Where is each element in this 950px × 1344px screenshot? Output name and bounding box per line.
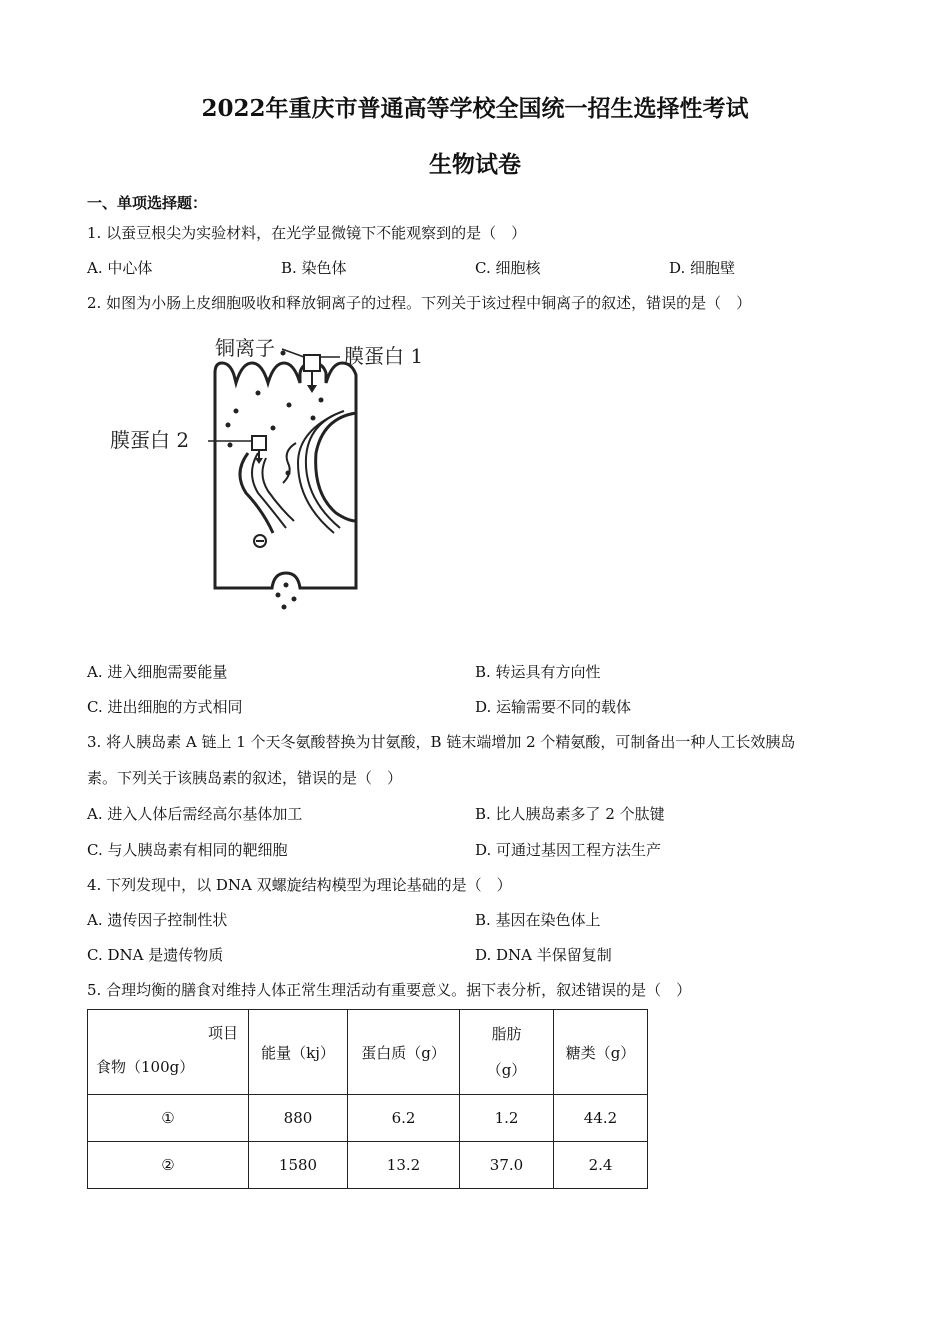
cell-diagram bbox=[108, 333, 448, 618]
q2-option-a: A. 进入细胞需要能量 bbox=[87, 663, 228, 681]
membrane-protein-1-shape bbox=[304, 355, 320, 371]
q2-option-b: B. 转运具有方向性 bbox=[475, 663, 601, 681]
q3-option-a: A. 进入人体后需经高尔基体加工 bbox=[87, 805, 303, 823]
exam-title: 2022年重庆市普通高等学校全国统一招生选择性考试 bbox=[201, 95, 749, 122]
golgi-apparatus bbox=[240, 453, 273, 533]
cell-protein: 6.2 bbox=[348, 1095, 460, 1142]
question-2-stem: 2. 如图为小肠上皮细胞吸收和释放铜离子的过程。下列关于该过程中铜离子的叙述，错误的是（ ） bbox=[87, 294, 752, 312]
cell-sugar: 2.4 bbox=[554, 1142, 648, 1189]
q2-option-c: C. 进出细胞的方式相同 bbox=[87, 698, 243, 716]
cell-food: ① bbox=[88, 1095, 249, 1142]
membrane-protein-2-shape bbox=[252, 436, 266, 450]
table-row bbox=[88, 1095, 648, 1142]
cell-energy: 880 bbox=[249, 1095, 348, 1142]
cell-fat: 1.2 bbox=[460, 1095, 554, 1142]
corner-label-items: 项目 bbox=[207, 1024, 238, 1042]
q4-option-a: A. 遗传因子控制性状 bbox=[87, 911, 228, 929]
q4-option-b: B. 基因在染色体上 bbox=[475, 911, 601, 929]
label-membrane-protein-1: 膜蛋白 1 bbox=[344, 344, 424, 368]
label-copper-ion: 铜离子 bbox=[215, 336, 275, 360]
table-corner-cell bbox=[88, 1010, 249, 1095]
q2-option-d: D. 运输需要不同的载体 bbox=[475, 698, 632, 716]
q1-option-d: D. 细胞壁 bbox=[669, 259, 736, 277]
question-1-stem: 1. 以蚕豆根尖为实验材料，在光学显微镜下不能观察到的是（ ） bbox=[87, 224, 527, 242]
table-row bbox=[88, 1142, 648, 1189]
header-fat-line1: 脂肪 bbox=[491, 1025, 522, 1043]
cell-food: ② bbox=[88, 1142, 249, 1189]
table-header-row bbox=[88, 1010, 648, 1095]
cell-membrane bbox=[215, 363, 356, 588]
exam-subtitle: 生物试卷 bbox=[429, 151, 521, 178]
nutrition-table bbox=[87, 1009, 648, 1189]
section-heading: 一、单项选择题： bbox=[87, 194, 208, 212]
nucleus bbox=[316, 413, 356, 521]
q1-option-c: C. 细胞核 bbox=[475, 259, 541, 277]
q1-option-b: B. 染色体 bbox=[281, 259, 347, 277]
cell-fat: 37.0 bbox=[460, 1142, 554, 1189]
cell-protein: 13.2 bbox=[348, 1142, 460, 1189]
q3-option-c: C. 与人胰岛素有相同的靶细胞 bbox=[87, 841, 288, 859]
corner-label-food: 食物（100g） bbox=[96, 1058, 195, 1076]
header-protein: 蛋白质（g） bbox=[348, 1010, 460, 1095]
question-3-stem-line1: 3. 将人胰岛素 A 链上 1 个天冬氨酸替换为甘氨酸，B 链末端增加 2 个精氨酸，可制备出一种人工长效胰岛 bbox=[87, 733, 796, 751]
question-5-stem: 5. 合理均衡的膳食对维持人体正常生理活动有重要意义。据下表分析，叙述错误的是（ ） bbox=[87, 981, 692, 999]
header-fat bbox=[460, 1010, 554, 1095]
q4-option-c: C. DNA 是遗传物质 bbox=[87, 946, 224, 964]
q4-option-d: D. DNA 半保留复制 bbox=[475, 946, 612, 964]
q1-option-a: A. 中心体 bbox=[87, 259, 153, 277]
header-energy: 能量（kj） bbox=[249, 1010, 348, 1095]
header-fat-line2: （g） bbox=[486, 1061, 527, 1079]
question-4-stem: 4. 下列发现中，以 DNA 双螺旋结构模型为理论基础的是（ ） bbox=[87, 876, 512, 894]
label-membrane-protein-2: 膜蛋白 2 bbox=[110, 428, 190, 452]
q3-option-b: B. 比人胰岛素多了 2 个肽键 bbox=[475, 805, 665, 823]
cell-energy: 1580 bbox=[249, 1142, 348, 1189]
header-sugar: 糖类（g） bbox=[554, 1010, 648, 1095]
cell-sugar: 44.2 bbox=[554, 1095, 648, 1142]
question-3-stem-line2: 素。下列关于该胰岛素的叙述，错误的是（ ） bbox=[87, 769, 403, 787]
q3-option-d: D. 可通过基因工程方法生产 bbox=[475, 841, 662, 859]
